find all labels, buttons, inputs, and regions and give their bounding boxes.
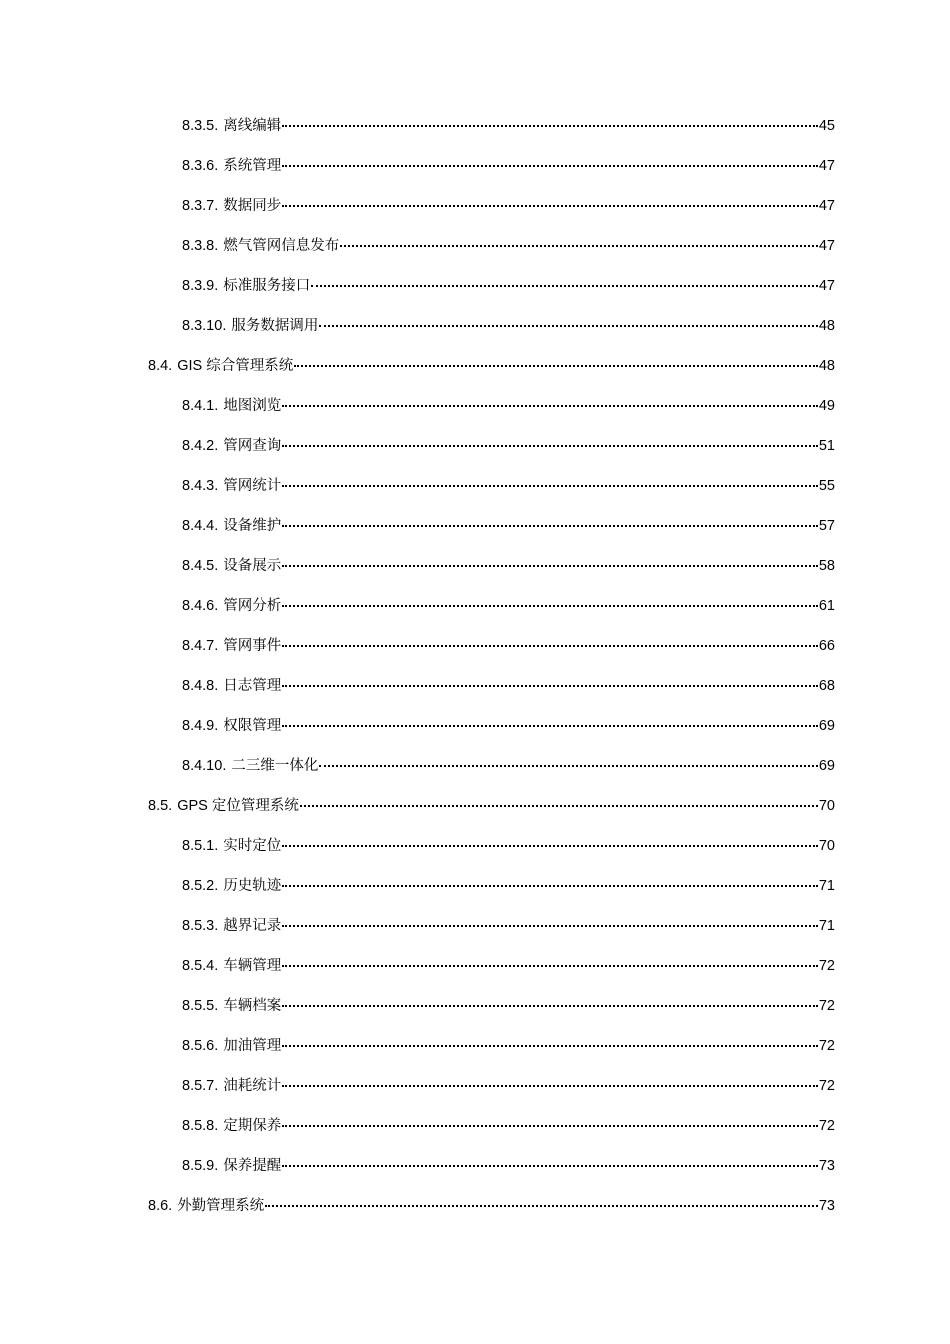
toc-entry-8-3-5[interactable] [0,106,950,146]
toc-dot-leader [282,965,818,967]
toc-entry-title: 管网分析 [223,598,282,614]
toc-dot-leader [282,405,818,407]
toc-entry-8-5-5[interactable] [0,986,950,1026]
toc-entry-number: 8.3.7. [182,198,219,214]
toc-dot-leader [282,565,818,567]
toc-entry-row[interactable] [182,316,835,336]
toc-entry-page-number: 55 [818,478,835,494]
toc-dot-leader [282,205,818,207]
toc-entry-8-3-8[interactable] [0,226,950,266]
toc-dot-leader [282,885,818,887]
toc-entry-8-5-9[interactable] [0,1146,950,1186]
toc-entry-row[interactable] [182,756,835,776]
toc-entry-title: 历史轨迹 [223,878,282,894]
toc-entry-8-5-8[interactable] [0,1106,950,1146]
toc-dot-leader [282,1045,818,1047]
toc-entry-8-6[interactable] [0,1186,950,1226]
toc-entry-title: 越界记录 [223,918,282,934]
toc-entry-number: 8.4.10. [182,758,227,774]
toc-entry-title: 二三维一体化 [231,758,319,774]
toc-entry-8-4-6[interactable] [0,586,950,626]
toc-entry-title: 数据同步 [223,198,282,214]
toc-entry-8-4-2[interactable] [0,426,950,466]
toc-entry-number: 8.3.9. [182,278,219,294]
toc-entry-8-3-7[interactable] [0,186,950,226]
toc-dot-leader [282,1125,818,1127]
toc-entry-number: 8.4.7. [182,638,219,654]
toc-entry-title: 油耗统计 [223,1078,282,1094]
toc-entry-row[interactable] [182,1036,835,1056]
toc-entry-number: 8.4. [148,358,173,374]
toc-dot-leader [282,445,818,447]
toc-entry-row[interactable] [182,396,835,416]
toc-entry-page-number: 68 [818,678,835,694]
toc-entry-number: 8.3.6. [182,158,219,174]
toc-entry-page-number: 45 [818,118,835,134]
toc-entry-title: 保养提醒 [223,1158,282,1174]
toc-dot-leader [282,645,818,647]
toc-dot-leader [265,1205,818,1207]
toc-entry-page-number: 70 [818,838,835,854]
toc-entry-number: 8.3.8. [182,238,219,254]
toc-entry-page-number: 51 [818,438,835,454]
toc-entry-8-4-7[interactable] [0,626,950,666]
toc-entry-row[interactable] [182,276,835,296]
toc-entry-row[interactable] [182,836,835,856]
toc-entry-page-number: 69 [818,718,835,734]
toc-entry-row[interactable] [182,196,835,216]
toc-entry-8-5-7[interactable] [0,1066,950,1106]
toc-entry-8-5-2[interactable] [0,866,950,906]
toc-entry-row[interactable] [182,116,835,136]
toc-entry-page-number: 66 [818,638,835,654]
toc-entry-page-number: 47 [818,238,835,254]
toc-entry-page-number: 73 [818,1198,835,1214]
toc-entry-row[interactable] [148,356,835,376]
toc-entry-title: 服务数据调用 [231,318,319,334]
toc-entry-8-4[interactable] [0,346,950,386]
toc-entry-row[interactable] [182,476,835,496]
toc-entry-row[interactable] [182,516,835,536]
toc-entry-row[interactable] [182,436,835,456]
toc-entry-title: 实时定位 [223,838,282,854]
toc-entry-row[interactable] [148,796,835,816]
toc-entry-page-number: 57 [818,518,835,534]
toc-entry-number: 8.5.5. [182,998,219,1014]
toc-entry-page-number: 47 [818,198,835,214]
toc-entry-number: 8.5.4. [182,958,219,974]
toc-entry-row[interactable] [182,996,835,1016]
toc-entry-8-3-9[interactable] [0,266,950,306]
toc-dot-leader [282,685,818,687]
toc-dot-leader [282,605,818,607]
toc-entry-page-number: 71 [818,878,835,894]
toc-dot-leader [282,485,818,487]
toc-dot-leader [282,845,818,847]
toc-entry-row[interactable] [182,916,835,936]
toc-entry-row[interactable] [182,1076,835,1096]
toc-entry-8-5-6[interactable] [0,1026,950,1066]
toc-entry-row[interactable] [182,556,835,576]
toc-entry-8-4-5[interactable] [0,546,950,586]
toc-dot-leader [282,1085,818,1087]
toc-entry-8-4-4[interactable] [0,506,950,546]
toc-entry-row[interactable] [182,876,835,896]
toc-entry-title: 管网统计 [223,478,282,494]
toc-entry-number: 8.4.6. [182,598,219,614]
toc-entry-number: 8.3.5. [182,118,219,134]
toc-dot-leader [282,525,818,527]
toc-entry-title: 加油管理 [223,1038,282,1054]
toc-entry-number: 8.5.2. [182,878,219,894]
toc-entry-page-number: 72 [818,998,835,1014]
toc-entry-number: 8.4.3. [182,478,219,494]
toc-entry-page-number: 73 [818,1158,835,1174]
toc-dot-leader [282,125,818,127]
toc-entry-title: 车辆档案 [223,998,282,1014]
toc-entry-8-4-8[interactable] [0,666,950,706]
toc-entry-row[interactable] [182,1116,835,1136]
toc-entry-title: 离线编辑 [223,118,282,134]
toc-entry-page-number: 72 [818,958,835,974]
toc-entry-number: 8.5. [148,798,173,814]
toc-entry-page-number: 72 [818,1078,835,1094]
toc-entry-8-4-10[interactable] [0,746,950,786]
toc-entry-8-5[interactable] [0,786,950,826]
toc-dot-leader [282,925,818,927]
toc-entry-title: 管网事件 [223,638,282,654]
toc-entry-title: GPS 定位管理系统 [177,798,299,814]
toc-dot-leader [311,285,818,287]
toc-entry-title: 管网查询 [223,438,282,454]
toc-entry-number: 8.6. [148,1198,173,1214]
toc-entry-row[interactable] [182,716,835,736]
toc-entry-number: 8.4.2. [182,438,219,454]
toc-entry-title: 地图浏览 [223,398,282,414]
toc-entry-8-4-1[interactable] [0,386,950,426]
toc-entry-8-5-1[interactable] [0,826,950,866]
toc-entry-number: 8.4.4. [182,518,219,534]
toc-dot-leader [319,765,818,767]
toc-entry-title: 燃气管网信息发布 [223,238,340,254]
toc-entry-8-3-6[interactable] [0,146,950,186]
toc-entry-title: 权限管理 [223,718,282,734]
toc-entry-title: 系统管理 [223,158,282,174]
toc-entry-number: 8.5.9. [182,1158,219,1174]
toc-entry-page-number: 48 [818,358,835,374]
toc-entry-number: 8.5.1. [182,838,219,854]
toc-entry-page-number: 70 [818,798,835,814]
toc-entry-page-number: 72 [818,1118,835,1134]
toc-entry-title: 设备展示 [223,558,282,574]
toc-entry-title: 外勤管理系统 [177,1198,265,1214]
toc-entry-number: 8.4.8. [182,678,219,694]
toc-entry-page-number: 47 [818,158,835,174]
toc-entry-title: 标准服务接口 [223,278,311,294]
toc-entry-number: 8.5.8. [182,1118,219,1134]
toc-entry-page-number: 48 [818,318,835,334]
toc-entry-row[interactable] [182,236,835,256]
table-of-contents [0,106,950,1226]
toc-entry-row[interactable] [182,596,835,616]
toc-entry-page-number: 69 [818,758,835,774]
toc-entry-number: 8.5.6. [182,1038,219,1054]
toc-entry-page-number: 72 [818,1038,835,1054]
toc-entry-number: 8.3.10. [182,318,227,334]
toc-entry-page-number: 61 [818,598,835,614]
toc-entry-title: GIS 综合管理系统 [177,358,294,374]
toc-entry-number: 8.5.7. [182,1078,219,1094]
toc-dot-leader [282,1165,818,1167]
toc-dot-leader [294,365,818,367]
toc-entry-page-number: 49 [818,398,835,414]
toc-entry-page-number: 71 [818,918,835,934]
toc-entry-row[interactable] [148,1196,835,1216]
toc-entry-number: 8.4.9. [182,718,219,734]
toc-entry-8-5-4[interactable] [0,946,950,986]
toc-dot-leader [282,165,818,167]
toc-entry-row[interactable] [182,676,835,696]
toc-entry-page-number: 47 [818,278,835,294]
toc-entry-number: 8.4.5. [182,558,219,574]
toc-dot-leader [300,805,818,807]
toc-entry-8-5-3[interactable] [0,906,950,946]
toc-entry-title: 日志管理 [223,678,282,694]
toc-entry-8-4-9[interactable] [0,706,950,746]
toc-dot-leader [282,1005,818,1007]
toc-entry-8-3-10[interactable] [0,306,950,346]
toc-dot-leader [340,245,818,247]
toc-entry-number: 8.5.3. [182,918,219,934]
toc-entry-number: 8.4.1. [182,398,219,414]
toc-entry-row[interactable] [182,636,835,656]
toc-entry-row[interactable] [182,1156,835,1176]
toc-entry-row[interactable] [182,156,835,176]
toc-entry-title: 车辆管理 [223,958,282,974]
toc-entry-title: 设备维护 [223,518,282,534]
toc-entry-page-number: 58 [818,558,835,574]
toc-dot-leader [319,325,818,327]
toc-dot-leader [282,725,818,727]
toc-entry-title: 定期保养 [223,1118,282,1134]
toc-entry-8-4-3[interactable] [0,466,950,506]
toc-entry-row[interactable] [182,956,835,976]
